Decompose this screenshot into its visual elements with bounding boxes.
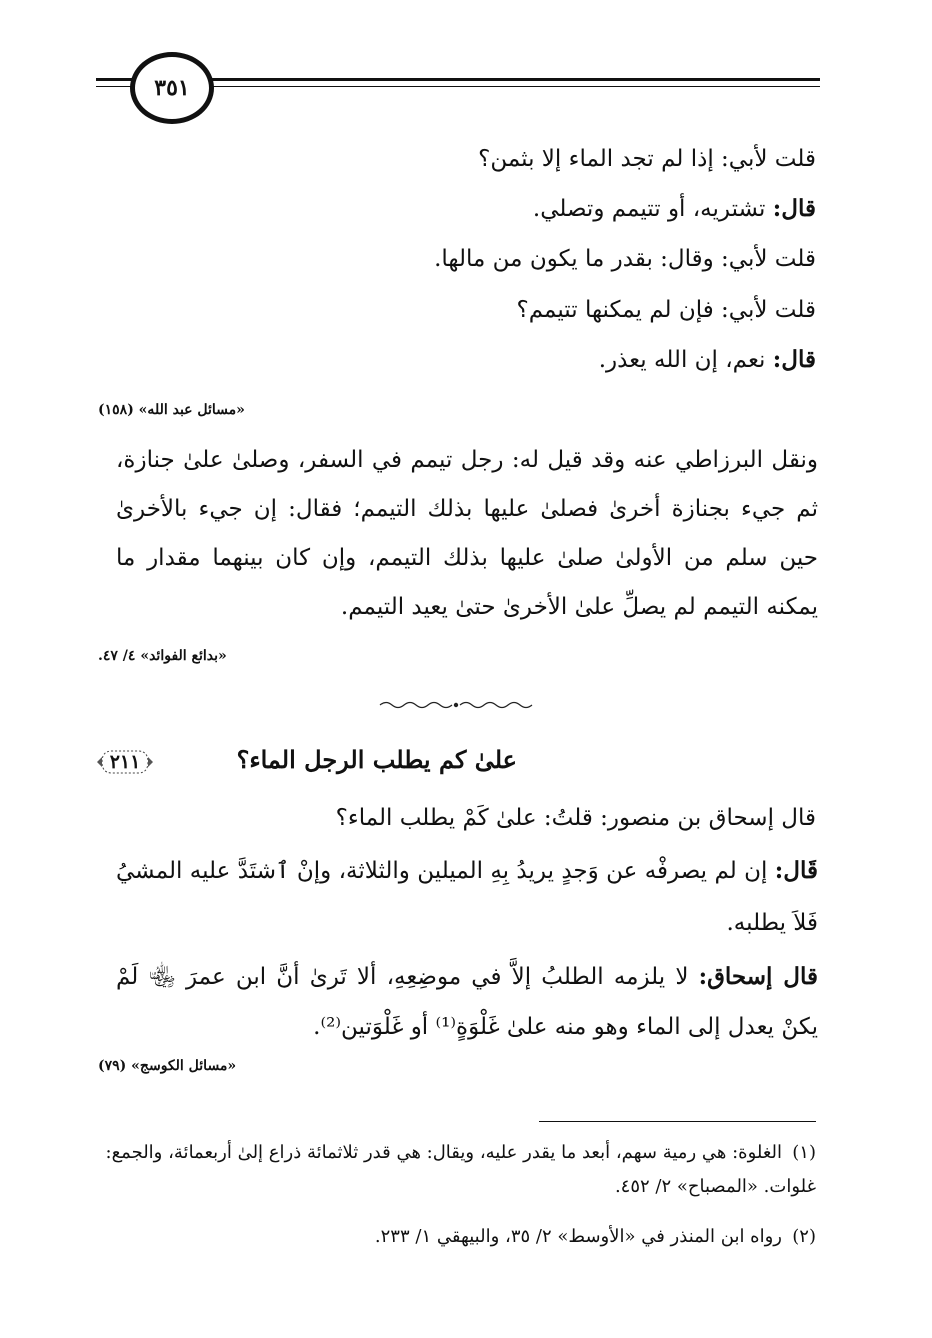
qa1-line-1: قلت لأبي: إذا لم تجد الماء إلا بثمن؟ bbox=[478, 146, 816, 172]
qa2-line-1: قال إسحاق بن منصور: قلتُ: علىٰ كَمْ يطلب الماء؟ bbox=[335, 805, 816, 831]
barzati-citation: «بدائع الفوائد» ٤/ ٤٧. bbox=[98, 648, 227, 664]
header-rule-right-thin bbox=[200, 86, 820, 87]
qa2-paragraph-2: قَال: إن لم يصرفْه عن وَجدٍ يريدُ بِهِ الميلين والثلاثة، وإنْ ٱشتَدَّ عليه المشيُ فَلاَ يطلبه. bbox=[116, 857, 818, 936]
qa1-line-2: قال: تشتريه، أو تتيمم وتصلي. bbox=[532, 195, 816, 222]
footnote-rule bbox=[539, 1121, 816, 1122]
section-number: ٢١١ bbox=[109, 751, 141, 773]
section-title: علىٰ كم يطلب الرجل الماء؟ bbox=[236, 745, 517, 774]
qa1-citation: «مسائل عبد الله» (١٥٨) bbox=[98, 402, 245, 418]
qa2-citation: «مسائل الكوسج» (٧٩) bbox=[98, 1058, 237, 1074]
page-number-badge bbox=[130, 52, 214, 124]
footnote-1: (١)الغلوة: هي رمية سهم، أبعد ما يقدر عليه، ويقال: هي قدر ثلاثمائة ذراع إلىٰ أربعمائة، والجمع: غلوات. «المصباح» ٢/ ٤٥٢. bbox=[105, 1142, 816, 1197]
qa1-line-5: قال: نعم، إن الله يعذر. bbox=[598, 346, 816, 373]
barzati-paragraph: ونقل البرزاطي عنه وقد قيل له: رجل تيمم في السفر، وصلىٰ علىٰ جنازة، ثم جيء بجنازة أخرىٰ فصلىٰ عليها بذلك التيمم؛ فقال: إن جيء بالأخرىٰ حين سلم من الأولىٰ صلىٰ عليها بذلك التيمم، وإن كان بينهما مقدار ما يمكنه التيمم لم يصلِّ علىٰ الأخرىٰ حتىٰ يعيد التيمم. bbox=[116, 447, 818, 620]
page-number: ٣٥١ bbox=[154, 75, 190, 101]
footnote-2: (٢)رواه ابن المنذر في «الأوسط» ٢/ ٣٥، والبيهقي ١/ ٢٣٣. bbox=[374, 1226, 816, 1247]
qa1-line-4: قلت لأبي: فإن لم يمكنها تتيمم؟ bbox=[516, 297, 816, 323]
header-rule-right bbox=[200, 78, 820, 81]
qa1-line-3: قلت لأبي: وقال: بقدر ما يكون من مالها. bbox=[434, 246, 816, 272]
qa2-paragraph-3: قال إسحاق: لا يلزمه الطلبُ إلاَّ في موضِعِهِ، ألا تَرىٰ أنَّ ابن عمرَ ﵄ لَمْ يكنْ يعدل إلى الماء وهو منه علىٰ غَلْوَةٍ⁽¹⁾ أو غَلْوَتين⁽²⁾. bbox=[116, 963, 818, 1040]
section-number-badge bbox=[96, 747, 154, 777]
ornament-divider bbox=[376, 699, 536, 711]
